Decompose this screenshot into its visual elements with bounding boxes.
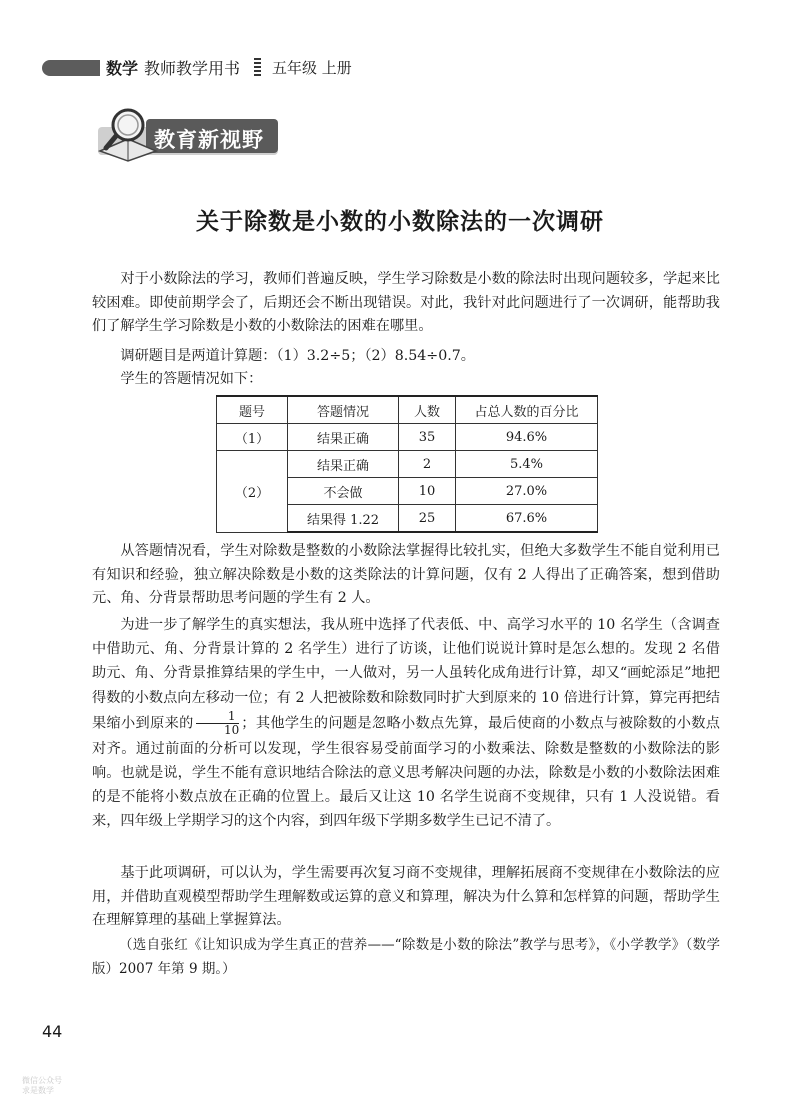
header-separator: [254, 58, 261, 78]
percentage: 27.0%: [456, 478, 598, 505]
student-count: 10: [399, 478, 456, 505]
section-badge: [94, 105, 284, 163]
survey-table: [216, 395, 598, 533]
student-count: 2: [399, 451, 456, 478]
percentage: 5.4%: [456, 451, 598, 478]
interview-text-a: 为进一步了解学生的真实想法，我从班中选择了代表低、中、高学习水平的 10 名学生（含调查中借助元、角、分背景计算的 2 名学生）进行了访谈，让他们说说计算时是怎么想的。发现 2 名借助元、角、分背景推算结果的学生中，一人做对，另一人虽转化成角进行计算，却又“画蛇添足”地把得数的小数点向左移动一位；有 2 人把被除数和除数同时扩大到原来的 10 倍进行计算，算完再把结果缩小到原来的: [92, 617, 720, 732]
book-title: [106, 56, 240, 79]
percentage: 67.6%: [456, 505, 598, 533]
section-label: 教育新视野: [154, 128, 264, 152]
table-header: 占总人数的百分比: [456, 396, 598, 424]
article-title: 关于除数是小数的小数除法的一次调研: [196, 209, 604, 235]
fraction-denominator: 10: [224, 722, 240, 737]
watermark-line: 微信公众号: [22, 1076, 62, 1085]
question-label: （1）: [217, 424, 288, 451]
paragraph-conclusion: 基于此项调研，可以认为，学生需要再次复习商不变规律，理解拓展商不变规律在小数除法的应用，并借助直观模型帮助学生理解数或运算的意义和算理，解决为什么算和怎样算的问题，帮助学生在理解算理的基础上掌握算法。: [92, 865, 720, 928]
source-citation: （选自张红《让知识成为学生真正的营养——“除数是小数的除法”教学与思考》，《小学教学》（数学版）2007 年第 9 期。）: [92, 937, 720, 977]
student-count: 25: [399, 505, 456, 533]
watermark: [22, 1076, 62, 1096]
interview-text-b: ；其他学生的问题是忽略小数点先算，最后使商的小数点与被除数的小数点对齐。通过前面的分析可以发现，学生很容易受前面学习的小数乘法、除数是整数的小数除法的影响。也就是说，学生不能有意识地结合除法的意义思考解决问题的办法，除数是小数的小数除法困难的是不能将小数点放在正确的位置上。最后又让这 10 名学生说商不变规律，只有 1 人没说错。看来，四年级上学期学习的这个内容，到四年级下学期多数学生已记不清了。: [92, 715, 720, 830]
table-header: 答题情况: [288, 396, 399, 424]
table-header-row: [217, 396, 598, 424]
answer-status: 结果正确: [288, 451, 399, 478]
table-row: [217, 424, 598, 451]
table-row: [217, 451, 598, 478]
page-number: 44: [42, 1022, 63, 1041]
paragraph-intro: 对于小数除法的学习，教师们普遍反映，学生学习除数是小数的除法时出现问题较多，学起来比较困难。即使前期学会了，后期还会不断出现错误。对此，我针对此问题进行了一次调研，能帮助我们了解学生学习除数是小数的小数除法的困难在哪里。: [92, 271, 720, 334]
percentage: 94.6%: [456, 424, 598, 451]
book-subject: 数学: [106, 59, 139, 78]
watermark-line: 求是数学: [22, 1086, 54, 1095]
answer-status: 结果得 1.22: [288, 505, 399, 533]
paragraph-analysis: 从答题情况看，学生对除数是整数的小数除法掌握得比较扎实，但绝大多数学生不能自觉利用已有知识和经验，独立解决除数是小数的这类除法的计算问题，仅有 2 人得出了正确答案，想到借助元、角、分背景帮助思考问题的学生有 2 人。: [92, 543, 720, 606]
paragraph-table-intro: 学生的答题情况如下：: [120, 371, 263, 387]
header-bar: [42, 60, 100, 76]
paragraph-interview: [92, 613, 720, 834]
question-label: （2）: [217, 451, 288, 533]
book-name: 教师教学用书: [144, 59, 241, 78]
student-count: 35: [399, 424, 456, 451]
book-grade: 五年级 上册: [272, 59, 352, 77]
table-header: 题号: [217, 396, 288, 424]
paragraph-questions: 调研题目是两道计算题：（1）3.2÷5；（2）8.54÷0.7。: [120, 348, 475, 364]
table-header: 人数: [399, 396, 456, 424]
answer-status: 不会做: [288, 478, 399, 505]
magnifier-book-icon: [98, 105, 162, 163]
fraction-numerator: 1: [196, 710, 240, 724]
answer-status: 结果正确: [288, 424, 399, 451]
fraction: [196, 710, 240, 737]
